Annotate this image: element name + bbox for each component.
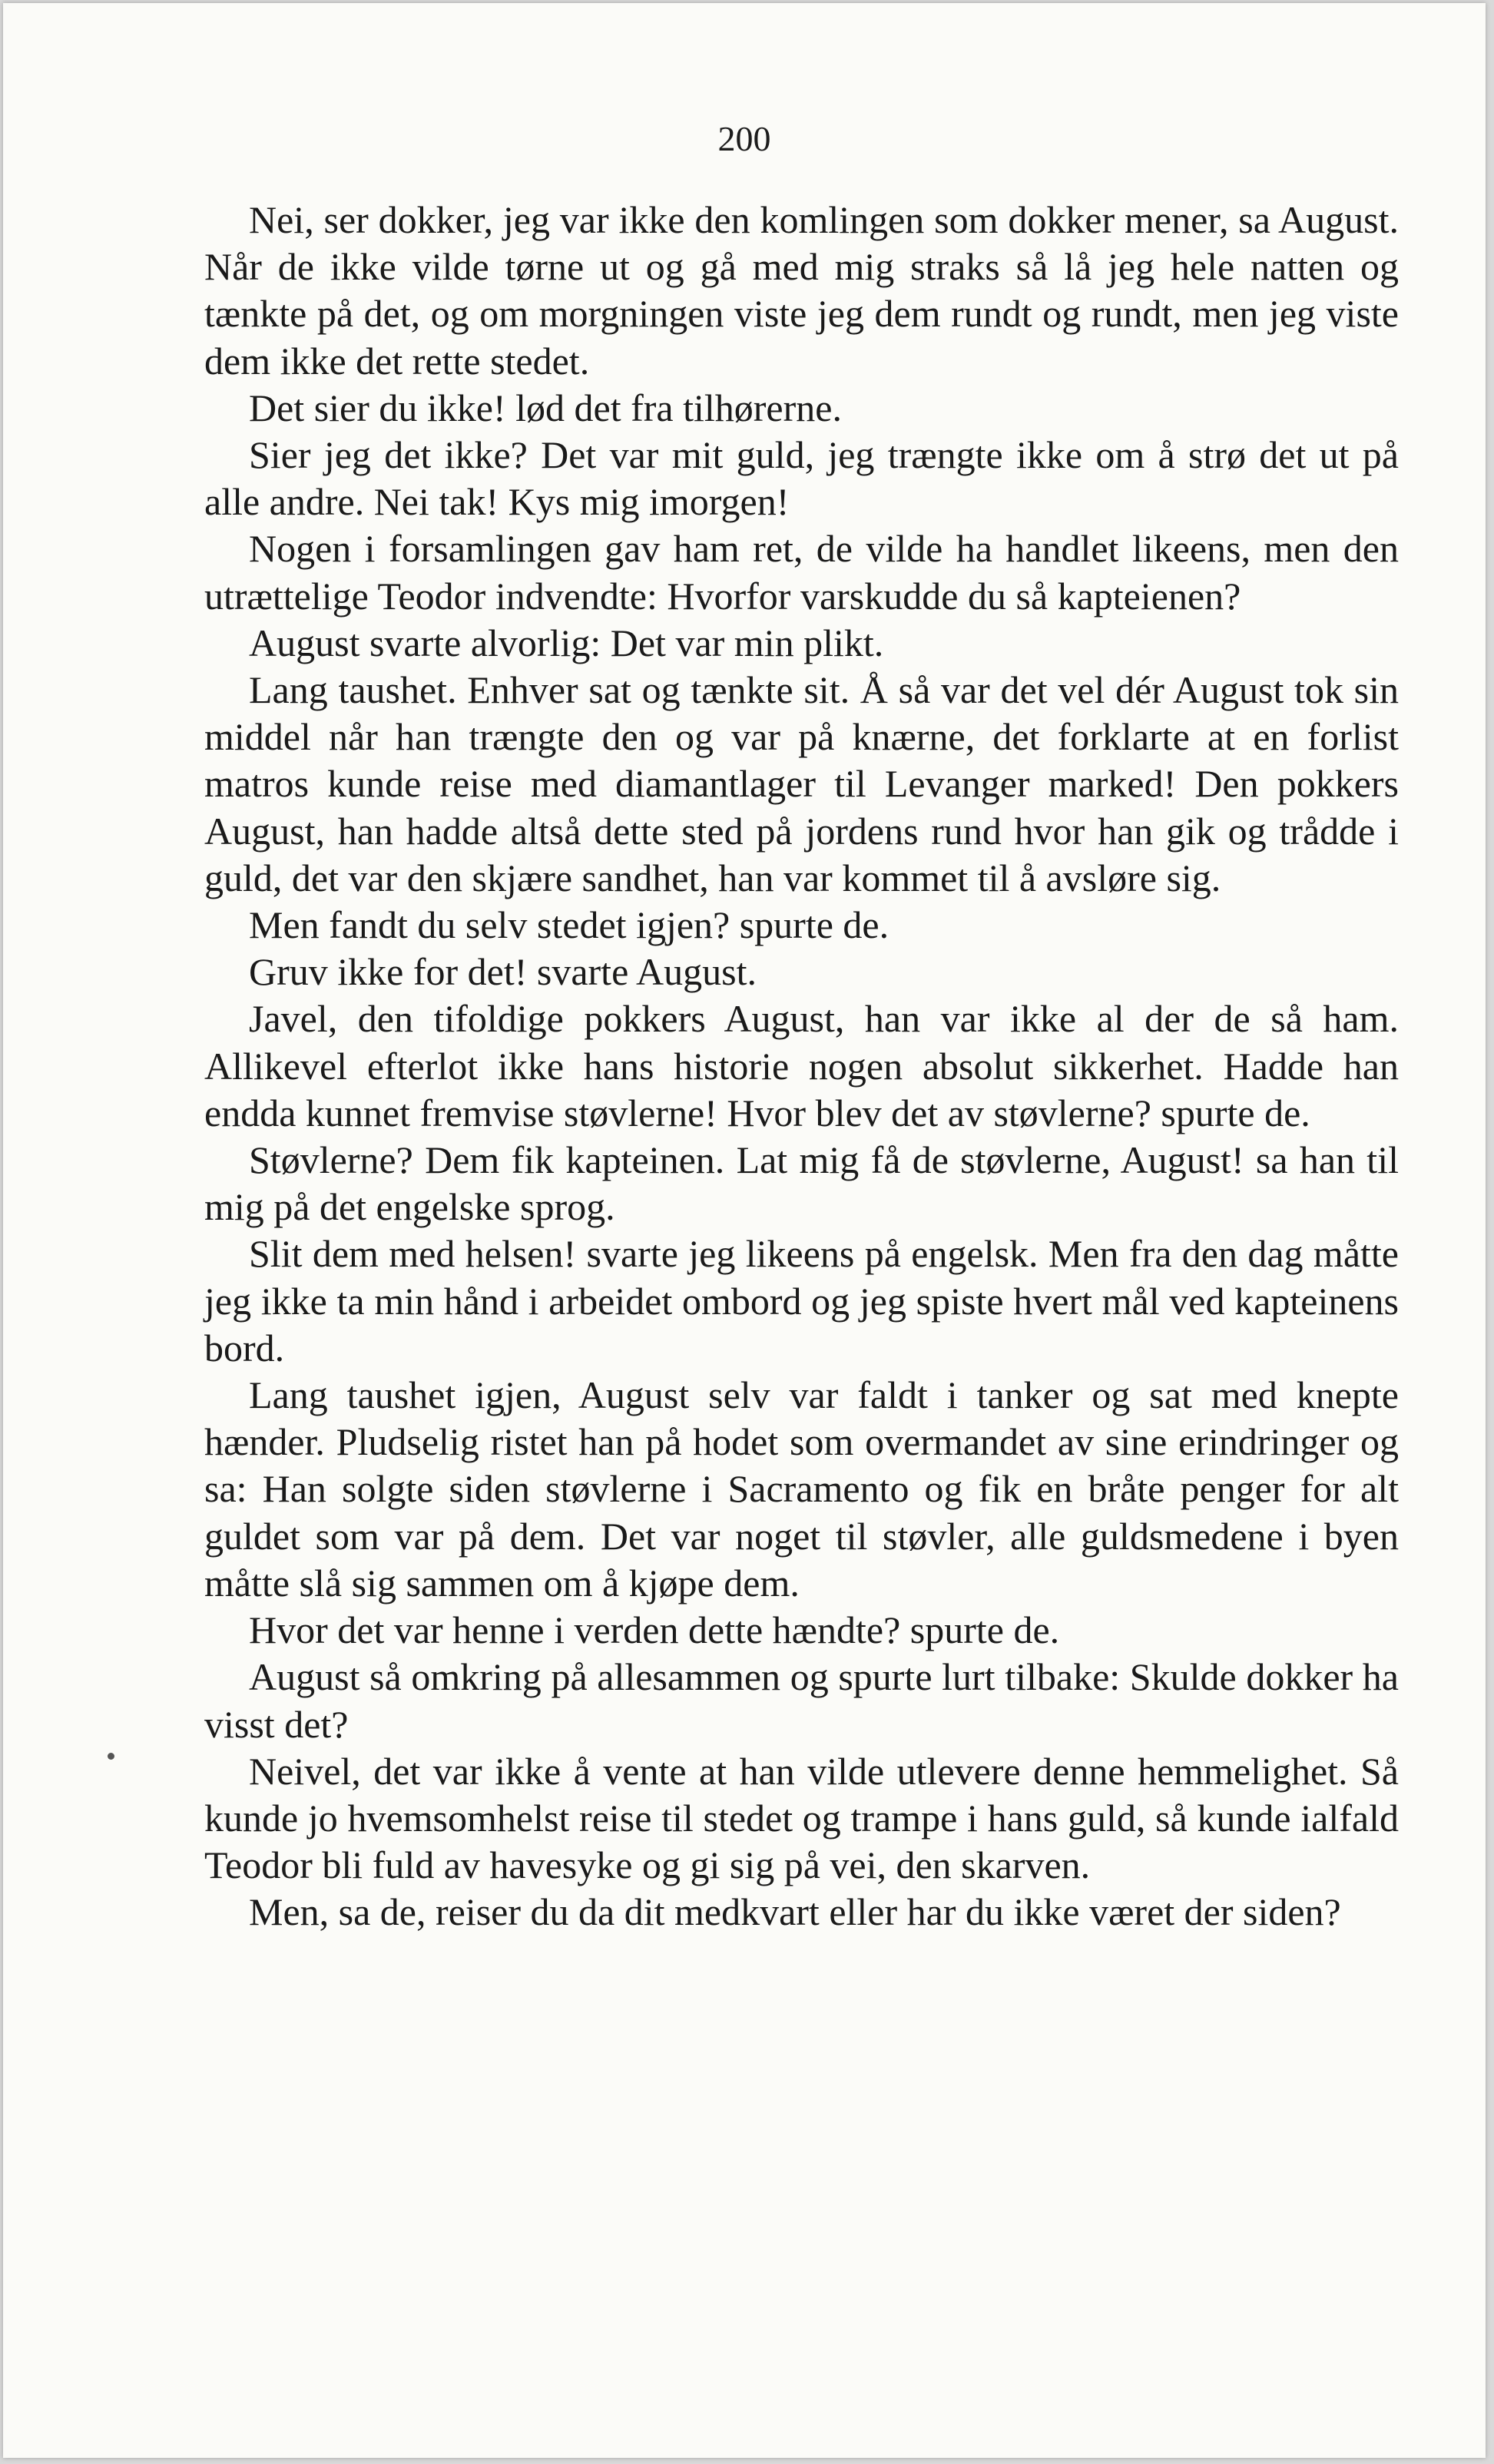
paragraph: Støvlerne? Dem fik kapteinen. Lat mig få de støvlerne, August! sa han til mig på det engelske sprog. [204,1138,1399,1229]
paragraph: Neivel, det var ikke å vente at han vilde utlevere denne hemmelighet. Så kunde jo hvemsomhelst reise til stedet og trampe i hans guld, så kunde ialfald Teodor bli fuld av havesyke og gi sig på vei, den skarven. [204,1749,1399,1887]
paragraph: Lang taushet igjen, August selv var faldt i tanker og sat med knepte hænder. Pludselig ristet han på hodet som overmandet av sine erindringer og sa: Han solgte siden støvlerne i Sacramento og fik en bråte penger for alt guldet som var på dem. Det var noget til støvler, alle guldsmedene i byen måtte slå sig sammen om å kjøpe dem. [204,1373,1399,1605]
paragraph: Javel, den tifoldige pokkers August, han var ikke al der de så ham. Allikevel efterlot ikke hans historie nogen absolut sikkerhet. Hadde han endda kunnet fremvise støvlerne! Hvor blev det av støvlerne? spurte de. [204,997,1399,1134]
paragraph: August så omkring på allesammen og spurte lurt tilbake: Skulde dokker ha visst det? [204,1655,1399,1746]
paragraph: Men fandt du selv stedet igjen? spurte de. [249,903,889,947]
page-number: 200 [717,119,771,158]
paragraph: Lang taushet. Enhver sat og tænkte sit. Å så var det vel dér August tok sin middel når han trængte den og var på knærne, det forklarte at en forlist matros kunde reise med diamantlager til Levanger marked! Den pokkers August, han hadde altså dette sted på jordens rund hvor han gik og trådde i guld, det var den skjære sandhet, han var kommet til å avsløre sig. [204,668,1399,899]
paragraph: Nei, ser dokker, jeg var ikke den komlingen som dokker mener, sa August. Når de ikke vilde tørne ut og gå med mig straks så lå jeg hele natten og tænkte på det, og om morgningen viste jeg dem rundt og rundt, men jeg viste dem ikke det rette stedet. [204,198,1399,383]
body-text [204,197,1399,1936]
ink-speck [108,1753,114,1760]
paragraph: August svarte alvorlig: Det var min plikt. [249,621,884,664]
paragraph: Nogen i forsamlingen gav ham ret, de vilde ha handlet likeens, men den utrættelige Teodor indvendte: Hvorfor varskudde du så kapteienen? [204,527,1399,618]
paragraph: Sier jeg det ikke? Det var mit guld, jeg trængte ikke om å strø det ut på alle andre. Nei tak! Kys mig imorgen! [204,433,1399,524]
paragraph: Men, sa de, reiser du da dit medkvart eller har du ikke været der siden? [249,1890,1341,1934]
book-page [3,3,1486,2458]
paragraph: Slit dem med helsen! svarte jeg likeens på engelsk. Men fra den dag måtte jeg ikke ta min hånd i arbeidet ombord og jeg spiste hvert mål ved kapteinens bord. [204,1232,1399,1369]
paragraph: Gruv ikke for det! svarte August. [249,950,757,994]
paragraph: Hvor det var henne i verden dette hændte? spurte de. [249,1608,1060,1652]
paragraph: Det sier du ikke! lød det fra tilhørerne. [249,386,842,429]
